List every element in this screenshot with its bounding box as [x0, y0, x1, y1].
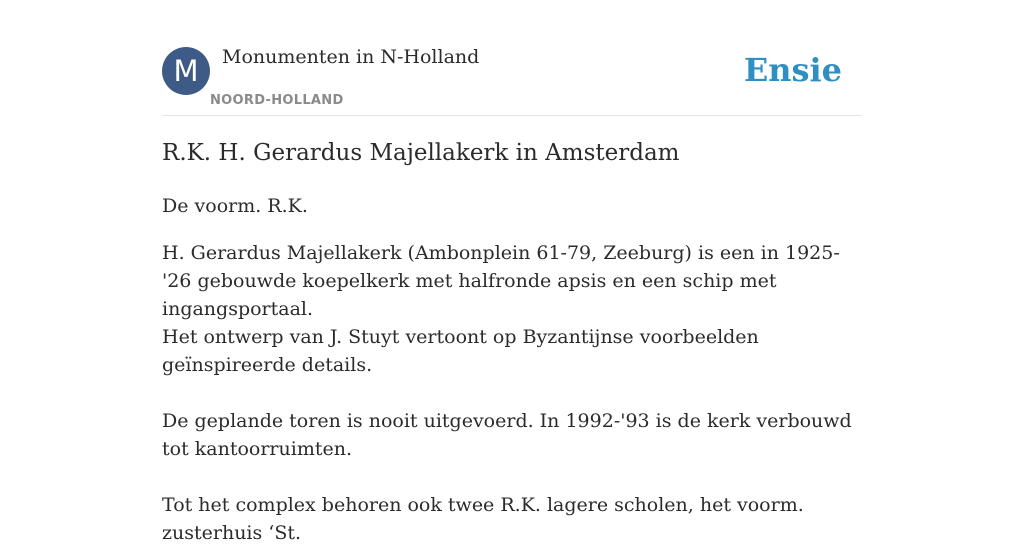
- author-avatar[interactable]: M: [162, 47, 210, 95]
- article-paragraph: Tot het complex behoren ook twee R.K. lagere scholen, het voorm. zusterhuis ‘St.: [162, 494, 804, 544]
- article-header: [162, 0, 862, 116]
- article-paragraph: H. Gerardus Majellakerk (Ambonplein 61-79, Zeeburg) is een in 1925-'26 gebouwde koepelkerk met halfronde apsis en een schip met ingangsportaal.: [162, 242, 840, 320]
- category-label[interactable]: NOORD-HOLLAND: [210, 93, 344, 108]
- article-title: R.K. H. Gerardus Majellakerk in Amsterdam: [162, 140, 680, 166]
- author-name[interactable]: Monumenten in N-Holland: [222, 46, 480, 68]
- article-paragraph: Het ontwerp van J. Stuyt vertoont op Byzantijnse voorbeelden geïnspireerde details.: [162, 326, 759, 376]
- brand-logo[interactable]: Ensie: [743, 51, 842, 89]
- article-paragraph: De voorm. R.K.: [162, 195, 308, 217]
- article-paragraph: De geplande toren is nooit uitgevoerd. In 1992-'93 is de kerk verbouwd tot kantoorruimten.: [162, 410, 852, 460]
- page-container: [162, 0, 862, 544]
